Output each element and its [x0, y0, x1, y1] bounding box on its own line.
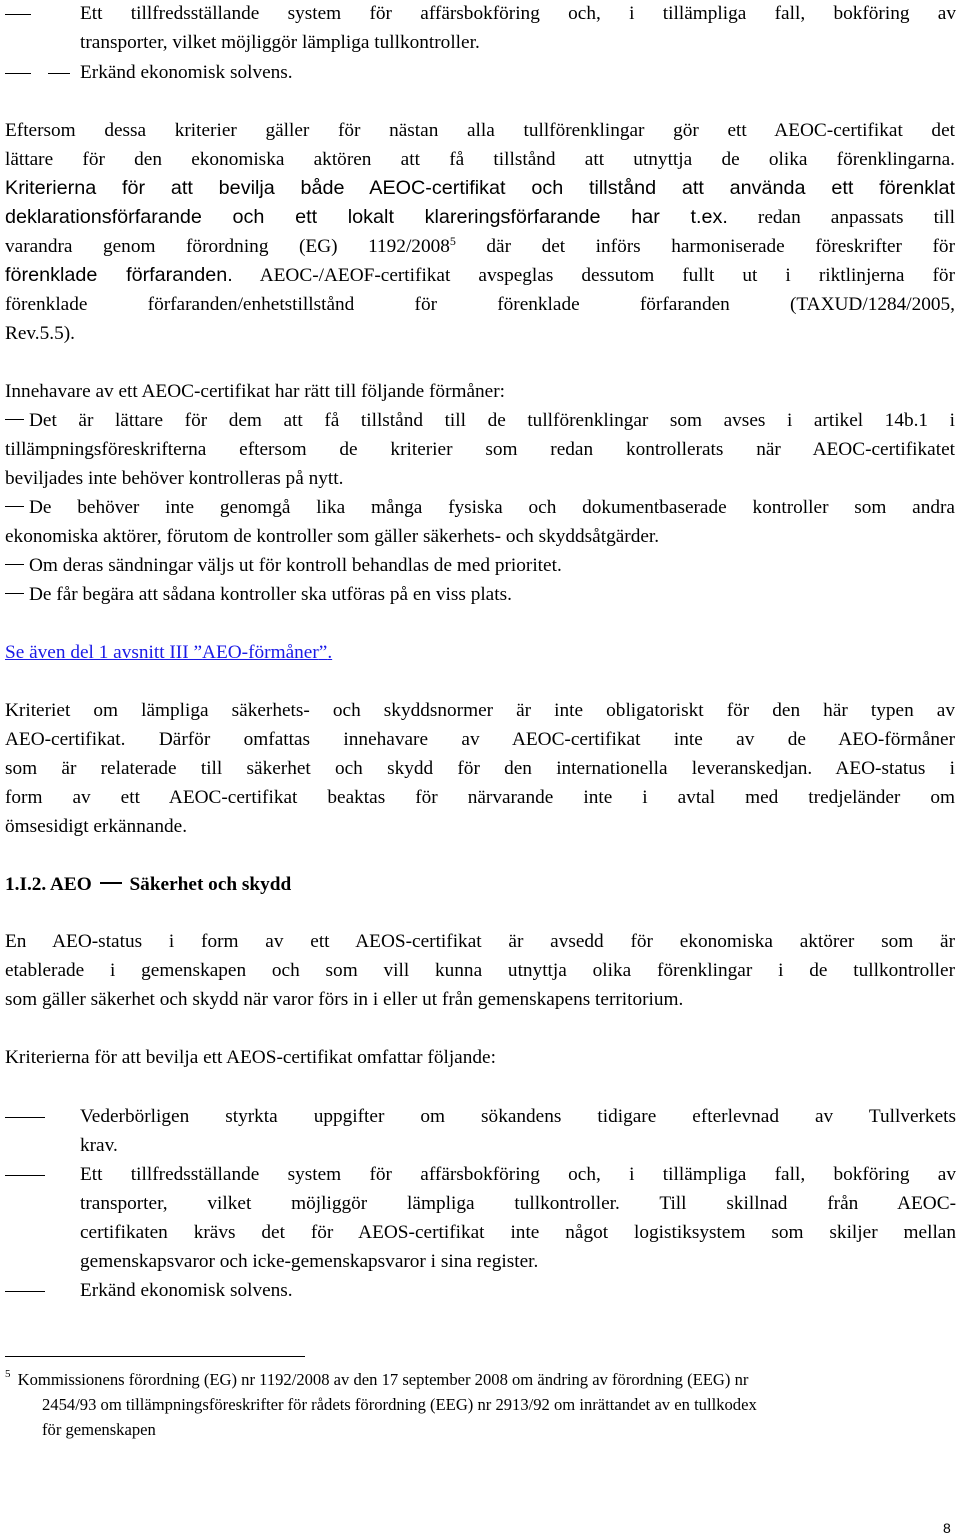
paragraph-line: förenklade förfaranden/enhetstillstånd för förenklade förfaranden (TAXUD/1284/2005, — [5, 294, 955, 315]
paragraph-line — [5, 261, 955, 290]
paragraph-line: form av ett AEOC-certifikat beaktas för närvarande inte i avtal med tredjeländer om — [5, 787, 955, 808]
paragraph-text: där det införs harmoniserade föreskrifter för — [455, 236, 955, 257]
see-also-suffix[interactable]: . — [327, 642, 333, 663]
dash-bullet-icon — [5, 564, 24, 565]
paragraph-text: förenklade förfaranden. — [5, 264, 233, 286]
quote-close-mark[interactable]: ” — [318, 642, 328, 663]
list-item-line: certifikaten krävs det för AEOS-certifikat inte något logistiksystem som skiljer mellan — [80, 1222, 956, 1243]
list-item-line: tillämpningsföreskrifterna eftersom de kriterier som redan kontrollerats när AEOC-certifikatet — [5, 439, 955, 460]
list-item-text: Om deras sändningar väljs ut för kontroll behandlas de med prioritet. — [29, 555, 562, 576]
list-item-line: Erkänd ekonomisk solvens. — [80, 1280, 293, 1301]
dash-bullet-icon — [5, 593, 24, 594]
dash-bullet-icon — [5, 1291, 45, 1292]
list-item-line: Ett tillfredsställande system för affärsbokföring och, i tillämpliga fall, bokföring av — [80, 1164, 956, 1185]
paragraph-line — [5, 232, 955, 261]
footnote-divider — [5, 1356, 305, 1357]
list-item-line: krav. — [80, 1135, 118, 1156]
paragraph-text: deklarationsförfarande och ett lokalt klareringsförfarande har t.ex. — [5, 206, 728, 228]
paragraph-line: lättare för den ekonomiska aktören att få tillstånd att utnyttja de olika förenklingarna. — [5, 149, 955, 170]
dash-separator-icon — [100, 882, 122, 884]
footnote-line: för gemenskapen — [42, 1420, 156, 1439]
quote-open-mark[interactable]: ” — [193, 642, 203, 663]
list-item-text: De behöver inte genomgå lika många fysiska och dokumentbaserade kontroller som andra — [29, 497, 955, 518]
footnote-text: Kommissionens förordning (EG) nr 1192/2008 av den 17 september 2008 om ändring av förordning (EEG) nr — [17, 1370, 749, 1389]
paragraph-line: etablerade i gemenskapen och som vill kunna utnyttja olika förenklingar i de tullkontroller — [5, 960, 955, 981]
paragraph-line: ömsesidigt erkännande. — [5, 816, 188, 837]
heading-number: 1.I.2. AEO — [5, 874, 92, 895]
paragraph-line: Eftersom dessa kriterier gäller för nästan alla tullförenklingar gör ett AEOC-certifikat det — [5, 120, 955, 141]
paragraph-line: Kriterierna för att bevilja både AEOC-certifikat och tillstånd att använda ett förenklat — [5, 177, 955, 199]
dash-bullet-icon — [5, 419, 24, 420]
list-item-line: transporter, vilket möjliggör lämpliga tullkontroller. Till skillnad från AEOC- — [80, 1193, 956, 1214]
paragraph-line: AEO-certifikat. Därför omfattas innehavare av AEOC-certifikat inte av de AEO-förmåner — [5, 729, 955, 750]
dash-bullet-icon — [5, 73, 31, 74]
footnote-reference[interactable]: 5 — [449, 234, 456, 248]
paragraph-line: som är relaterade till säkerhet och skydd för den internationella leveranskedjan. AEO-status i — [5, 758, 955, 779]
list-item-text: De får begära att sådana kontroller ska utföras på en viss plats. — [29, 584, 512, 605]
heading-title: Säkerhet och skydd — [129, 874, 292, 895]
dash-bullet-icon — [48, 73, 70, 74]
dash-bullet-icon — [5, 1117, 45, 1118]
footnote-line — [5, 1367, 955, 1392]
list-item-line: Vederbörligen styrkta uppgifter om sökandens tidigare efterlevnad av Tullverkets — [80, 1106, 956, 1127]
page-number: 8 — [943, 1520, 951, 1536]
list-item-text: Det är lättare för dem att få tillstånd till de tullförenklingar som avses i artikel 14b.1 i — [29, 410, 955, 431]
see-also-prefix[interactable]: Se även del 1 avsnitt III — [5, 642, 194, 663]
dash-bullet-icon — [5, 1175, 45, 1176]
list-item-line: transporter, vilket möjliggör lämpliga tullkontroller. — [80, 32, 480, 53]
paragraph-text: varandra genom förordning (EG) 1192/2008 — [5, 236, 450, 257]
paragraph-text: redan anpassats till — [727, 207, 955, 228]
paragraph-line: Rev.5.5). — [5, 323, 75, 344]
benefits-intro: Innehavare av ett AEOC-certifikat har rätt till följande förmåner: — [5, 381, 506, 402]
list-item-line: gemenskapsvaror och icke-gemenskapsvaror i sina register. — [80, 1251, 539, 1272]
list-item — [5, 551, 955, 580]
paragraph-line: Kriteriet om lämpliga säkerhets- och skyddsnormer är inte obligatoriskt för den här typen av — [5, 700, 955, 721]
section-heading — [5, 870, 955, 899]
list-item-line: Ett tillfredsställande system för affärsbokföring och, i tillämpliga fall, bokföring av — [80, 3, 956, 24]
list-item — [5, 406, 955, 435]
list-item-line: beviljades inte behöver kontrolleras på nytt. — [5, 468, 344, 489]
see-also-link[interactable] — [5, 638, 955, 667]
paragraph-text: AEOC-/AEOF-certifikat avspeglas dessutom fullt ut i riktlinjerna för — [232, 265, 955, 286]
footnote-number: 5 — [5, 1368, 11, 1380]
footnote-line: 2454/93 om tillämpningsföreskrifter för rådets förordning (EEG) nr 2913/92 om inrättandet av en tullkodex — [42, 1395, 757, 1414]
list-item-line: Erkänd ekonomisk solvens. — [80, 62, 293, 83]
paragraph-line — [5, 203, 955, 232]
list-item — [5, 580, 955, 609]
see-also-target[interactable]: AEO-förmåner — [202, 642, 319, 663]
list-item-line: ekonomiska aktörer, förutom de kontroller som gäller säkerhets- och skyddsåtgärder. — [5, 526, 660, 547]
list-item — [5, 493, 955, 522]
dash-bullet-icon — [5, 14, 31, 15]
criteria-intro: Kriterierna för att bevilja ett AEOS-certifikat omfattar följande: — [5, 1047, 496, 1068]
paragraph-line: som gäller säkerhet och skydd när varor förs in i eller ut från gemenskapens territorium. — [5, 989, 684, 1010]
dash-bullet-icon — [5, 506, 24, 507]
paragraph-line: En AEO-status i form av ett AEOS-certifikat är avsedd för ekonomiska aktörer som är — [5, 931, 955, 952]
